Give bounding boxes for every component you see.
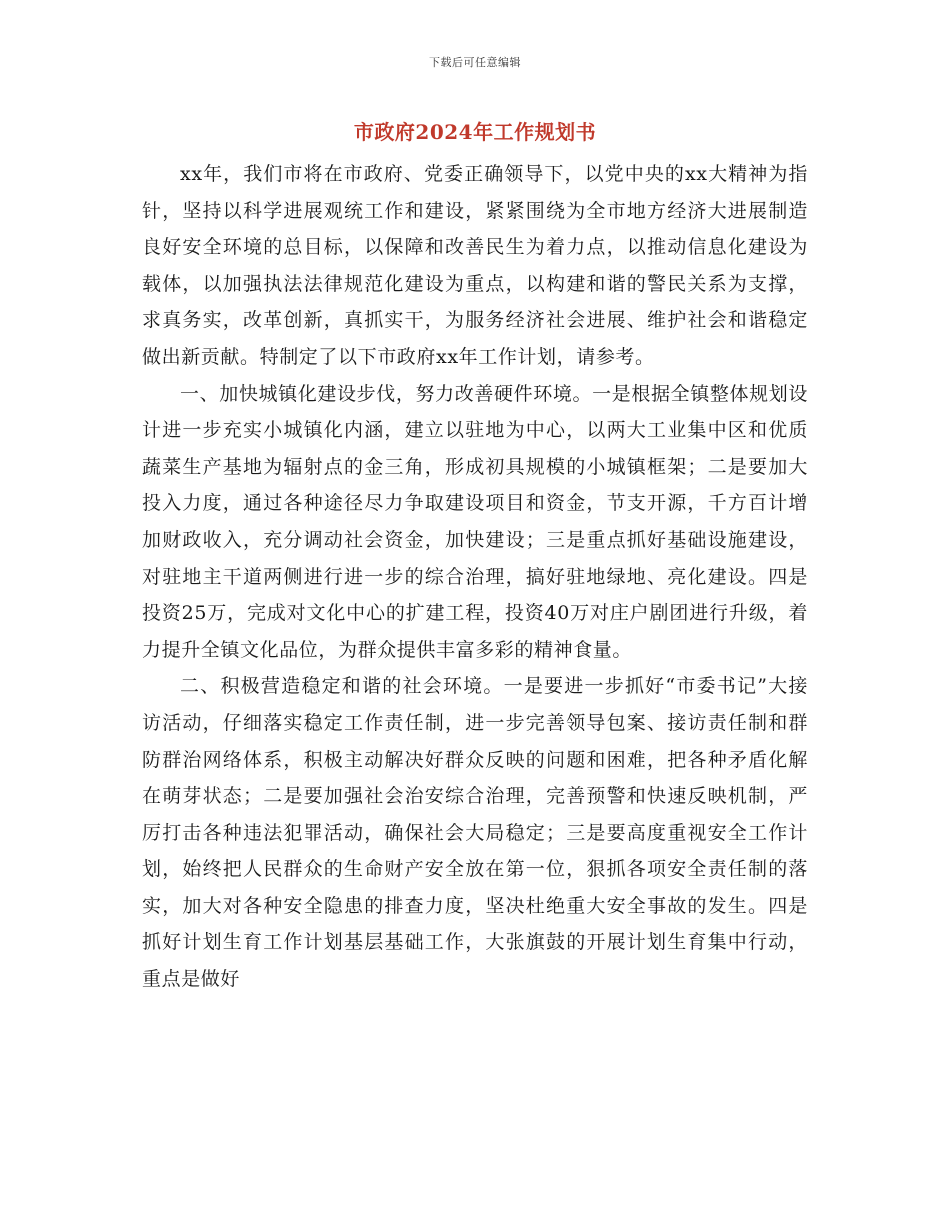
paragraph-intro: xx年，我们市将在市政府、党委正确领导下，以党中央的xx大精神为指针，坚持以科学进展观统工作和建设，紧紧围绕为全市地方经济大进展制造良好安全环境的总目标，以保障和改善民生为着力点，以推动信息化建设为载体，以加强执法法律规范化建设为重点，以构建和谐的警民关系为支撑，求真务实，改革创新，真抓实干，为服务经济社会进展、维护社会和谐稳定做出新贡献。特制定了以下市政府xx年工作计划，请参考。 [142,163,808,368]
header-note: 下载后可任意编辑 [429,56,521,69]
paragraph-section-1: 一、加快城镇化建设步伐，努力改善硬件环境。一是根据全镇整体规划设计进一步充实小城镇化内涵，建立以驻地为中心，以两大工业集中区和优质蔬菜生产基地为辐射点的金三角，形成初具规模的小城镇框架；二是要加大投入力度，通过各种途径尽力争取建设项目和资金，节支开源，千方百计增加财政收入，充分调动社会资金，加快建设；三是重点抓好基础设施建设，对驻地主干道两侧进行进一步的综合治理，搞好驻地绿地、亮化建设。四是投资25万，完成对文化中心的扩建工程，投资40万对庄户剧团进行升级，着力提升全镇文化品位，为群众提供丰富多彩的精神食量。 [142,382,808,661]
paragraph-section-2: 二、积极营造稳定和谐的社会环境。一是要进一步抓好“市委书记”大接访活动，仔细落实稳定工作责任制，进一步完善领导包案、接访责任制和群防群治网络体系，积极主动解决好群众反映的问题和困难，把各种矛盾化解在萌芽状态；二是要加强社会治安综合治理，完善预警和快速反映机制，严厉打击各种违法犯罪活动，确保社会大局稳定；三是要高度重视安全工作计划，始终把人民群众的生命财产安全放在第一位，狠抓各项安全责任制的落实，加大对各种安全隐患的排查力度，坚决杜绝重大安全事故的发生。四是抓好计划生育工作计划基层基础工作，大张旗鼓的开展计划生育集中行动，重点是做好 [142,675,808,991]
document-title: 市政府2024年工作规划书 [353,120,597,144]
document-body [142,156,808,998]
